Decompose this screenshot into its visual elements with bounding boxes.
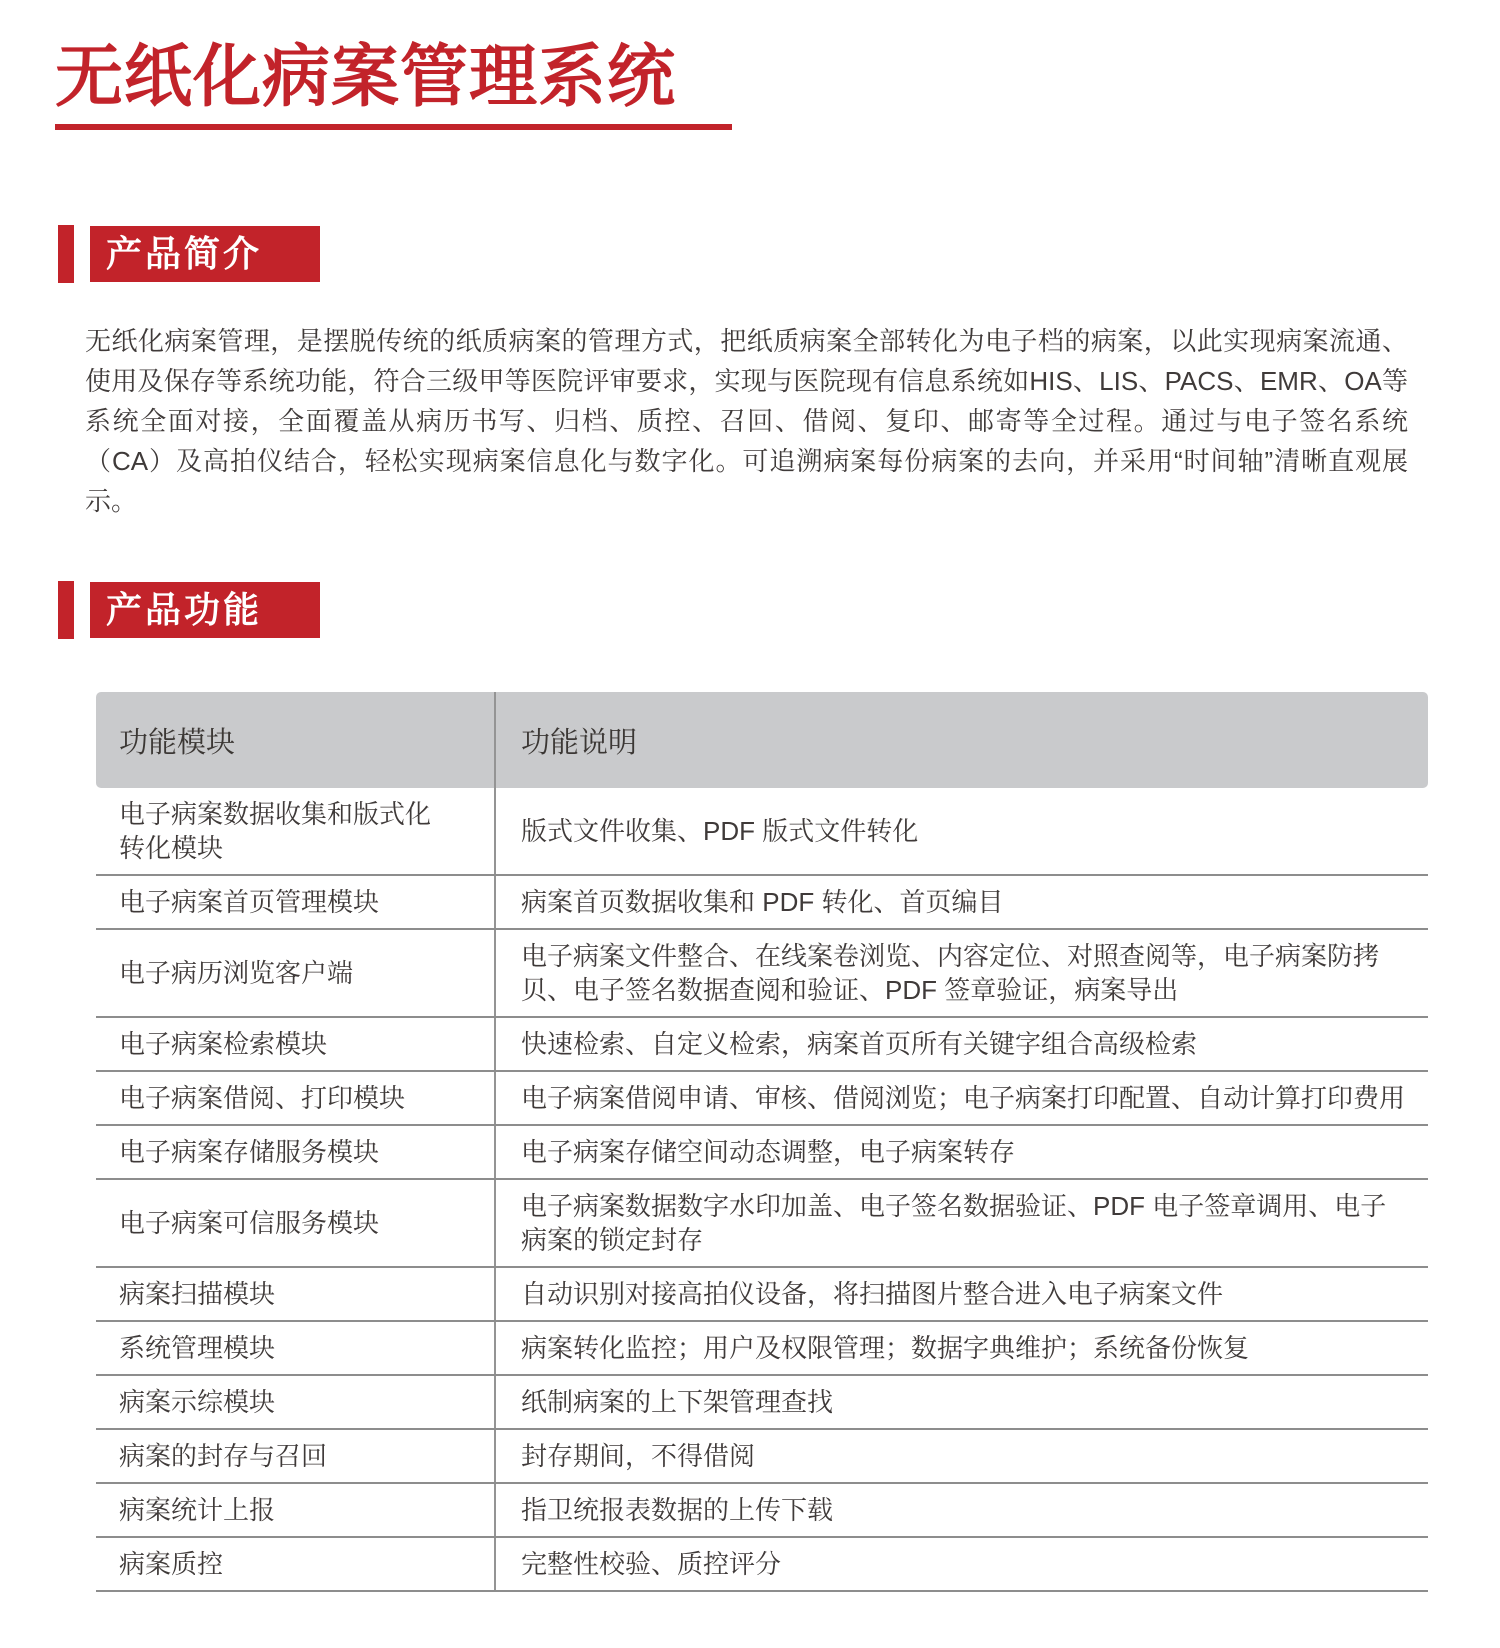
table-row: [96, 876, 1428, 930]
cell-description: 电子病案借阅申请、审核、借阅浏览；电子病案打印配置、自动计算打印费用: [494, 1072, 1428, 1124]
cell-module: 电子病案借阅、打印模块: [119, 1083, 406, 1113]
table-row: [96, 1484, 1428, 1538]
cell-module: 病案质控: [119, 1549, 224, 1579]
cell-module: 电子病案首页管理模块: [119, 887, 380, 917]
cell-module: 病案扫描模块: [119, 1279, 276, 1309]
table-row: [96, 1018, 1428, 1072]
cell-description: 完整性校验、质控评分: [494, 1538, 1428, 1590]
accent-bar: [58, 581, 74, 639]
cell-module: 病案统计上报: [119, 1495, 276, 1525]
table-row: [96, 1376, 1428, 1430]
features-table: [96, 692, 1428, 1592]
cell-module: 系统管理模块: [119, 1333, 276, 1363]
intro-paragraph: 无纸化病案管理，是摆脱传统的纸质病案的管理方式，把纸质病案全部转化为电子档的病案，以此实现病案流通、使用及保存等系统功能，符合三级甲等医院评审要求，实现与医院现有信息系统如HIS、LIS、PACS、EMR、OA等系统全面对接，全面覆盖从病历书写、归档、质控、召回、借阅、复印、邮寄等全过程。通过与电子签名系统（CA）及高拍仪结合，轻松实现病案信息化与数字化。可追溯病案每份病案的去向，并采用“时间轴”清晰直观展示。: [85, 326, 1408, 516]
table-row: [96, 788, 1428, 876]
cell-module: 电子病案可信服务模块: [119, 1208, 380, 1238]
cell-module: 电子病案检索模块: [119, 1029, 328, 1059]
table-row: [96, 1430, 1428, 1484]
features-section-header: [58, 581, 320, 639]
cell-description: 封存期间，不得借阅: [494, 1430, 1428, 1482]
cell-module: 电子病案数据收集和版式化转化模块: [119, 799, 432, 863]
column-header-module: 功能模块: [119, 726, 236, 759]
cell-description: 纸制病案的上下架管理查找: [494, 1376, 1428, 1428]
cell-description: 版式文件收集、PDF 版式文件转化: [494, 788, 1428, 874]
features-section-heading: 产品功能: [90, 582, 320, 638]
cell-description: 病案首页数据收集和 PDF 转化、首页编目: [494, 876, 1428, 928]
title-underline: [55, 124, 732, 130]
cell-description: 电子病案数据数字水印加盖、电子签名数据验证、PDF 电子签章调用、电子病案的锁定封存: [494, 1180, 1428, 1266]
cell-module: 病案示综模块: [119, 1387, 276, 1417]
cell-module: 病案的封存与召回: [119, 1441, 328, 1471]
intro-section-header: [58, 225, 320, 283]
table-row: [96, 1538, 1428, 1592]
table-row: [96, 930, 1428, 1018]
cell-description: 快速检索、自定义检索，病案首页所有关键字组合高级检索: [494, 1018, 1428, 1070]
intro-section-heading: 产品简介: [90, 226, 320, 282]
table-row: [96, 1072, 1428, 1126]
cell-description: 指卫统报表数据的上传下载: [494, 1484, 1428, 1536]
table-row: [96, 1180, 1428, 1268]
accent-bar: [58, 225, 74, 283]
column-header-description: 功能说明: [494, 692, 1428, 788]
table-row: [96, 1322, 1428, 1376]
cell-description: 电子病案文件整合、在线案卷浏览、内容定位、对照查阅等，电子病案防拷贝、电子签名数据查阅和验证、PDF 签章验证，病案导出: [494, 930, 1428, 1016]
table-row: [96, 1126, 1428, 1180]
cell-description: 自动识别对接高拍仪设备，将扫描图片整合进入电子病案文件: [494, 1268, 1428, 1320]
cell-description: 电子病案存储空间动态调整，电子病案转存: [494, 1126, 1428, 1178]
cell-module: 电子病历浏览客户端: [119, 958, 354, 988]
page-title: 无纸化病案管理系统: [55, 39, 677, 115]
cell-description: 病案转化监控；用户及权限管理；数据字典维护；系统备份恢复: [494, 1322, 1428, 1374]
cell-module: 电子病案存储服务模块: [119, 1137, 380, 1167]
table-header-row: [96, 692, 1428, 788]
table-row: [96, 1268, 1428, 1322]
